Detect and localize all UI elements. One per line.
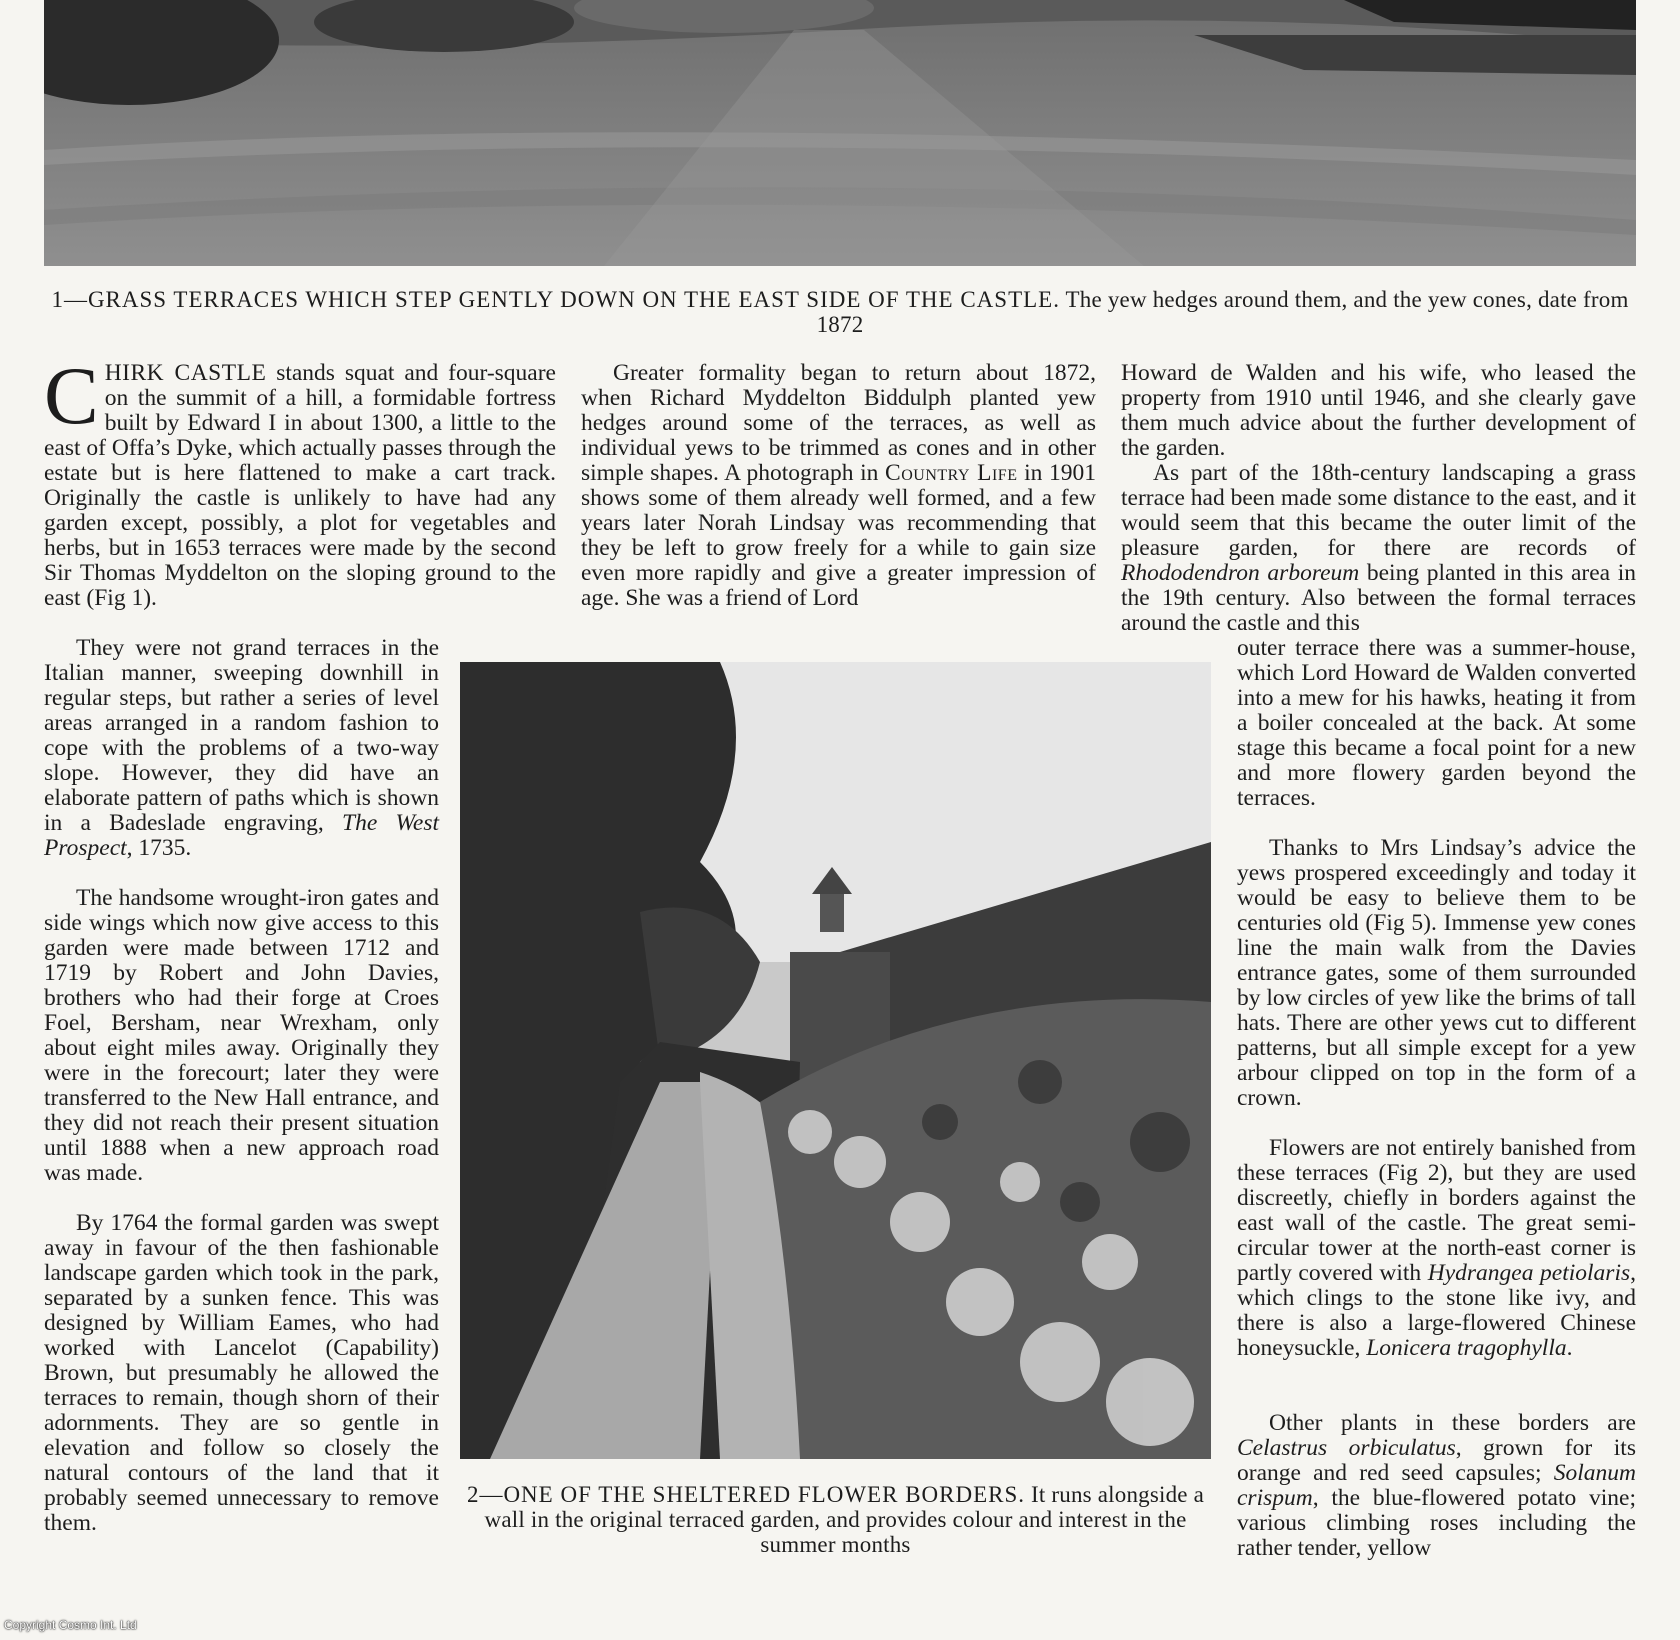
article-paragraph: The handsome wrought-iron gates and side wings which now give access to this garden were made between 1712 and 1719 by Robert and John Davies, brothers who had their forge at Croes Foel, Bersham, near Wrexham, only about eight miles away. Originally they were in the forecourt; later they were transferred to the New Hall entrance, and they did not reach their present situation until 1888 when a new approach road was made.: [44, 885, 439, 1186]
paragraph-text-end: , 1735.: [126, 835, 192, 861]
flower-border-image: [460, 662, 1211, 1459]
figure-1-caption: [44, 287, 1636, 337]
article-paragraph: [1237, 1411, 1636, 1561]
figure-1-caption-lead: 1—GRASS TERRACES WHICH STEP GENTLY DOWN ON THE EAST SIDE OF THE CASTLE.: [51, 287, 1060, 312]
engraving-title: The West Prospect: [44, 810, 439, 861]
paragraph-text-mid: , grown for its orange and red seed capsules;: [1237, 1435, 1636, 1486]
copyright-watermark: Copyright Cosmo Int. Ltd: [4, 1618, 137, 1632]
paragraph-text: Greater formality began to return about 1872, when Richard Myddelton Biddulph planted yew hedges around some of the terraces, as well as individual yews to be trimmed as cones and in other simple shapes. A photograph in: [581, 360, 1096, 486]
paragraph-text: Flowers are not entirely banished from these terraces (Fig 2), but they are used discreetly, chiefly in borders against the east wall of the castle. The great semi-circular tower at the north-east corner is partly covered with: [1237, 1135, 1636, 1286]
article-paragraph: [1237, 1136, 1636, 1361]
plant-name: Hydrangea petiolaris: [1427, 1260, 1631, 1286]
plant-name: Lonicera tragophylla: [1366, 1335, 1567, 1361]
article-paragraph: [1121, 461, 1636, 636]
article-paragraph: Howard de Walden and his wife, who leased the property from 1910 until 1946, and she clearly gave them much advice about the further development of the garden.: [1121, 360, 1636, 461]
grass-terraces-image: [44, 0, 1636, 266]
paragraph-text: They were not grand terraces in the Italian manner, sweeping downhill in regular steps, but rather a series of level areas arranged in a random fashion to cope with the problems of a two-way slope. However, they did have an elaborate pattern of paths which is shown in a Badeslade engraving,: [44, 635, 439, 836]
plant-name: Solanum crispum: [1237, 1460, 1636, 1511]
article-paragraph: Thanks to Mrs Lindsay’s advice the yews prospered exceedingly and today it would be easy to believe them to be centuries old (Fig 5). Immense yew cones line the main walk from the Davies entrance gates, some of them surrounded by low circles of yew like the brims of tall hats. There are other yews cut to different patterns, but all simple except for a yew arbour clipped on top in the form of a crown.: [1237, 835, 1636, 1111]
article-title-smallcaps: HIRK CASTLE: [104, 360, 267, 386]
plant-name: Celastrus orbiculatus: [1237, 1435, 1456, 1461]
paragraph-text-end: , the blue-flowered potato vine; various climbing roses including the rather tender, yellow: [1237, 1485, 1636, 1561]
article-paragraph: By 1764 the formal garden was swept away in favour of the then fashionable landscape garden which took in the park, separated by a sunken fence. This was designed by William Eames, who had worked with Lancelot (Capability) Brown, but presumably he allowed the terraces to remain, though shorn of their adornments. They are so gentle in elevation and follow so closely the natural contours of the land that it probably seemed unnecessary to remove them.: [44, 1210, 439, 1536]
article-paragraph: [581, 361, 1096, 611]
paragraph-text-end: .: [1566, 1335, 1573, 1361]
paragraph-text-end: being planted in this area in the 19th century. Also between the formal terraces around the castle and this: [1121, 560, 1636, 636]
article-paragraph: [44, 636, 439, 861]
figure-1-photo: [44, 0, 1636, 266]
figure-1-caption-rest: The yew hedges around them, and the yew cones, date from 1872: [816, 287, 1629, 337]
figure-2-caption-rest: It runs alongside a wall in the original terraced garden, and provides colour and interest in the summer months: [484, 1482, 1205, 1557]
paragraph-text: As part of the 18th-century landscaping a grass terrace had been made some distance to the east, and it would seem that this became the outer limit of the pleasure garden, for there are records of: [1121, 460, 1636, 561]
paragraph-text-end: in 1901 shows some of them already well formed, and a few years later Norah Lindsay was recommending that they be left to grow freely for a while to gain size even more rapidly and give a greater impression of age. She was a friend of Lord: [581, 460, 1097, 611]
article-paragraph-continued: outer terrace there was a summer-house, which Lord Howard de Walden converted into a mew for his hawks, heating it from a boiler concealed at the back. At some stage this became a focal point for a new and more flowery garden beyond the terraces.: [1237, 635, 1636, 811]
figure-2-caption: [460, 1482, 1211, 1557]
drop-cap: C: [44, 350, 99, 441]
paragraph-text-mid: , which clings to the stone like ivy, and there is also a large-flowered Chinese honeysuckle,: [1237, 1260, 1636, 1361]
plant-name: Rhododendron arboreum: [1121, 560, 1360, 586]
paragraph-text: Other plants in these borders are: [1269, 1410, 1636, 1436]
paragraph-text: stands squat and four-square on the summit of a hill, a formidable fortress built by Edward I in about 1300, a little to the east of Offa’s Dyke, which actually passes through the estate but is here flattened to make a cart track. Originally the castle is unlikely to have had any garden except, possibly, a plot for vegetables and herbs, but in 1653 terraces were made by the second Sir Thomas Myddelton on the sloping ground to the east (Fig 1).: [44, 360, 556, 611]
article-paragraph: [44, 350, 556, 611]
figure-2-caption-lead: 2—ONE OF THE SHELTERED FLOWER BORDERS.: [466, 1482, 1026, 1507]
magazine-name: Country Life: [885, 460, 1018, 486]
figure-2-photo: [460, 662, 1211, 1459]
